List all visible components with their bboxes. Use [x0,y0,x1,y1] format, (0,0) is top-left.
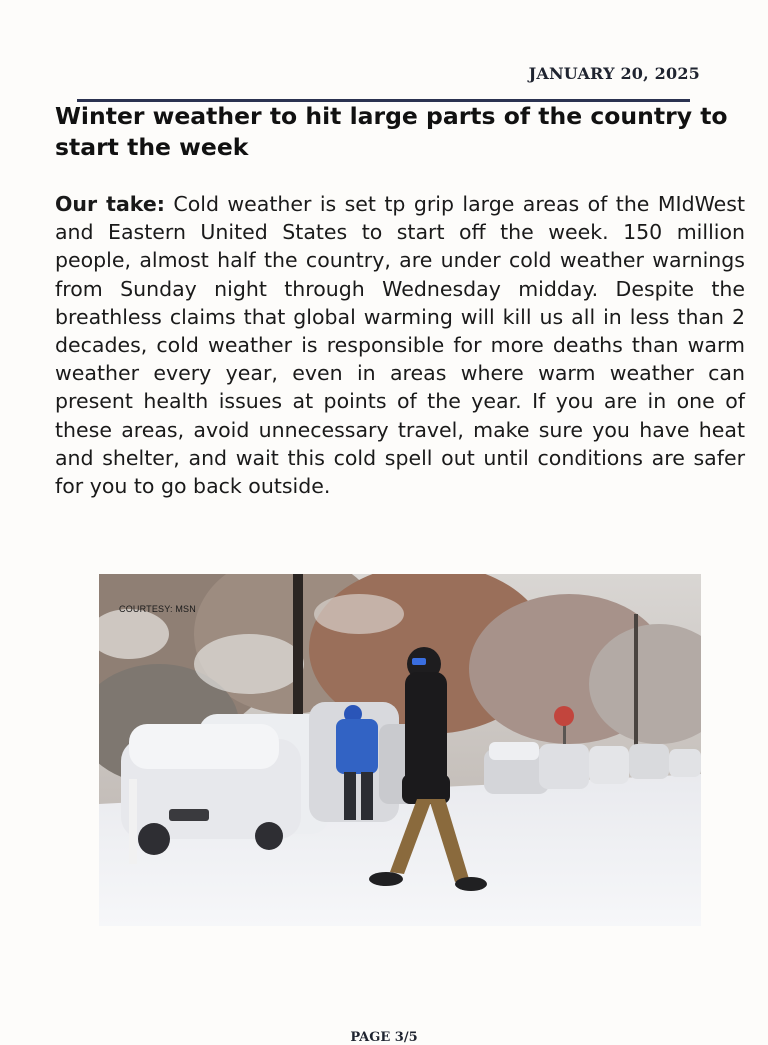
our-take-label: Our take: [55,192,165,216]
photo-credit: COURTESY: MSN [119,604,196,614]
article-body-text: Cold weather is set tp grip large areas of the MIdWest and Eastern United States to start off the week. 150 million people, almost half the country, are under cold weather warnings from Sunday night through Wednesday midday. Despite the breathless claims that global warming will kill us all in less than 2 decades, cold weather is responsible for more deaths than warm weather every year, even in areas where warm weather can present health issues at points of the year. If you are in one of these areas, avoid unnecessary travel, make sure you have heat and shelter, and wait this cold spell out until conditions are safer for you to go back outside. [55,192,745,499]
snowy-street-photo [99,574,701,926]
photo-illustration [99,574,701,926]
article-date: JANUARY 20, 2025 [528,64,700,83]
article-headline: Winter weather to hit large parts of the country to start the week [55,102,728,161]
article-body [55,190,745,500]
page-number: PAGE 3/5 [350,1030,418,1045]
